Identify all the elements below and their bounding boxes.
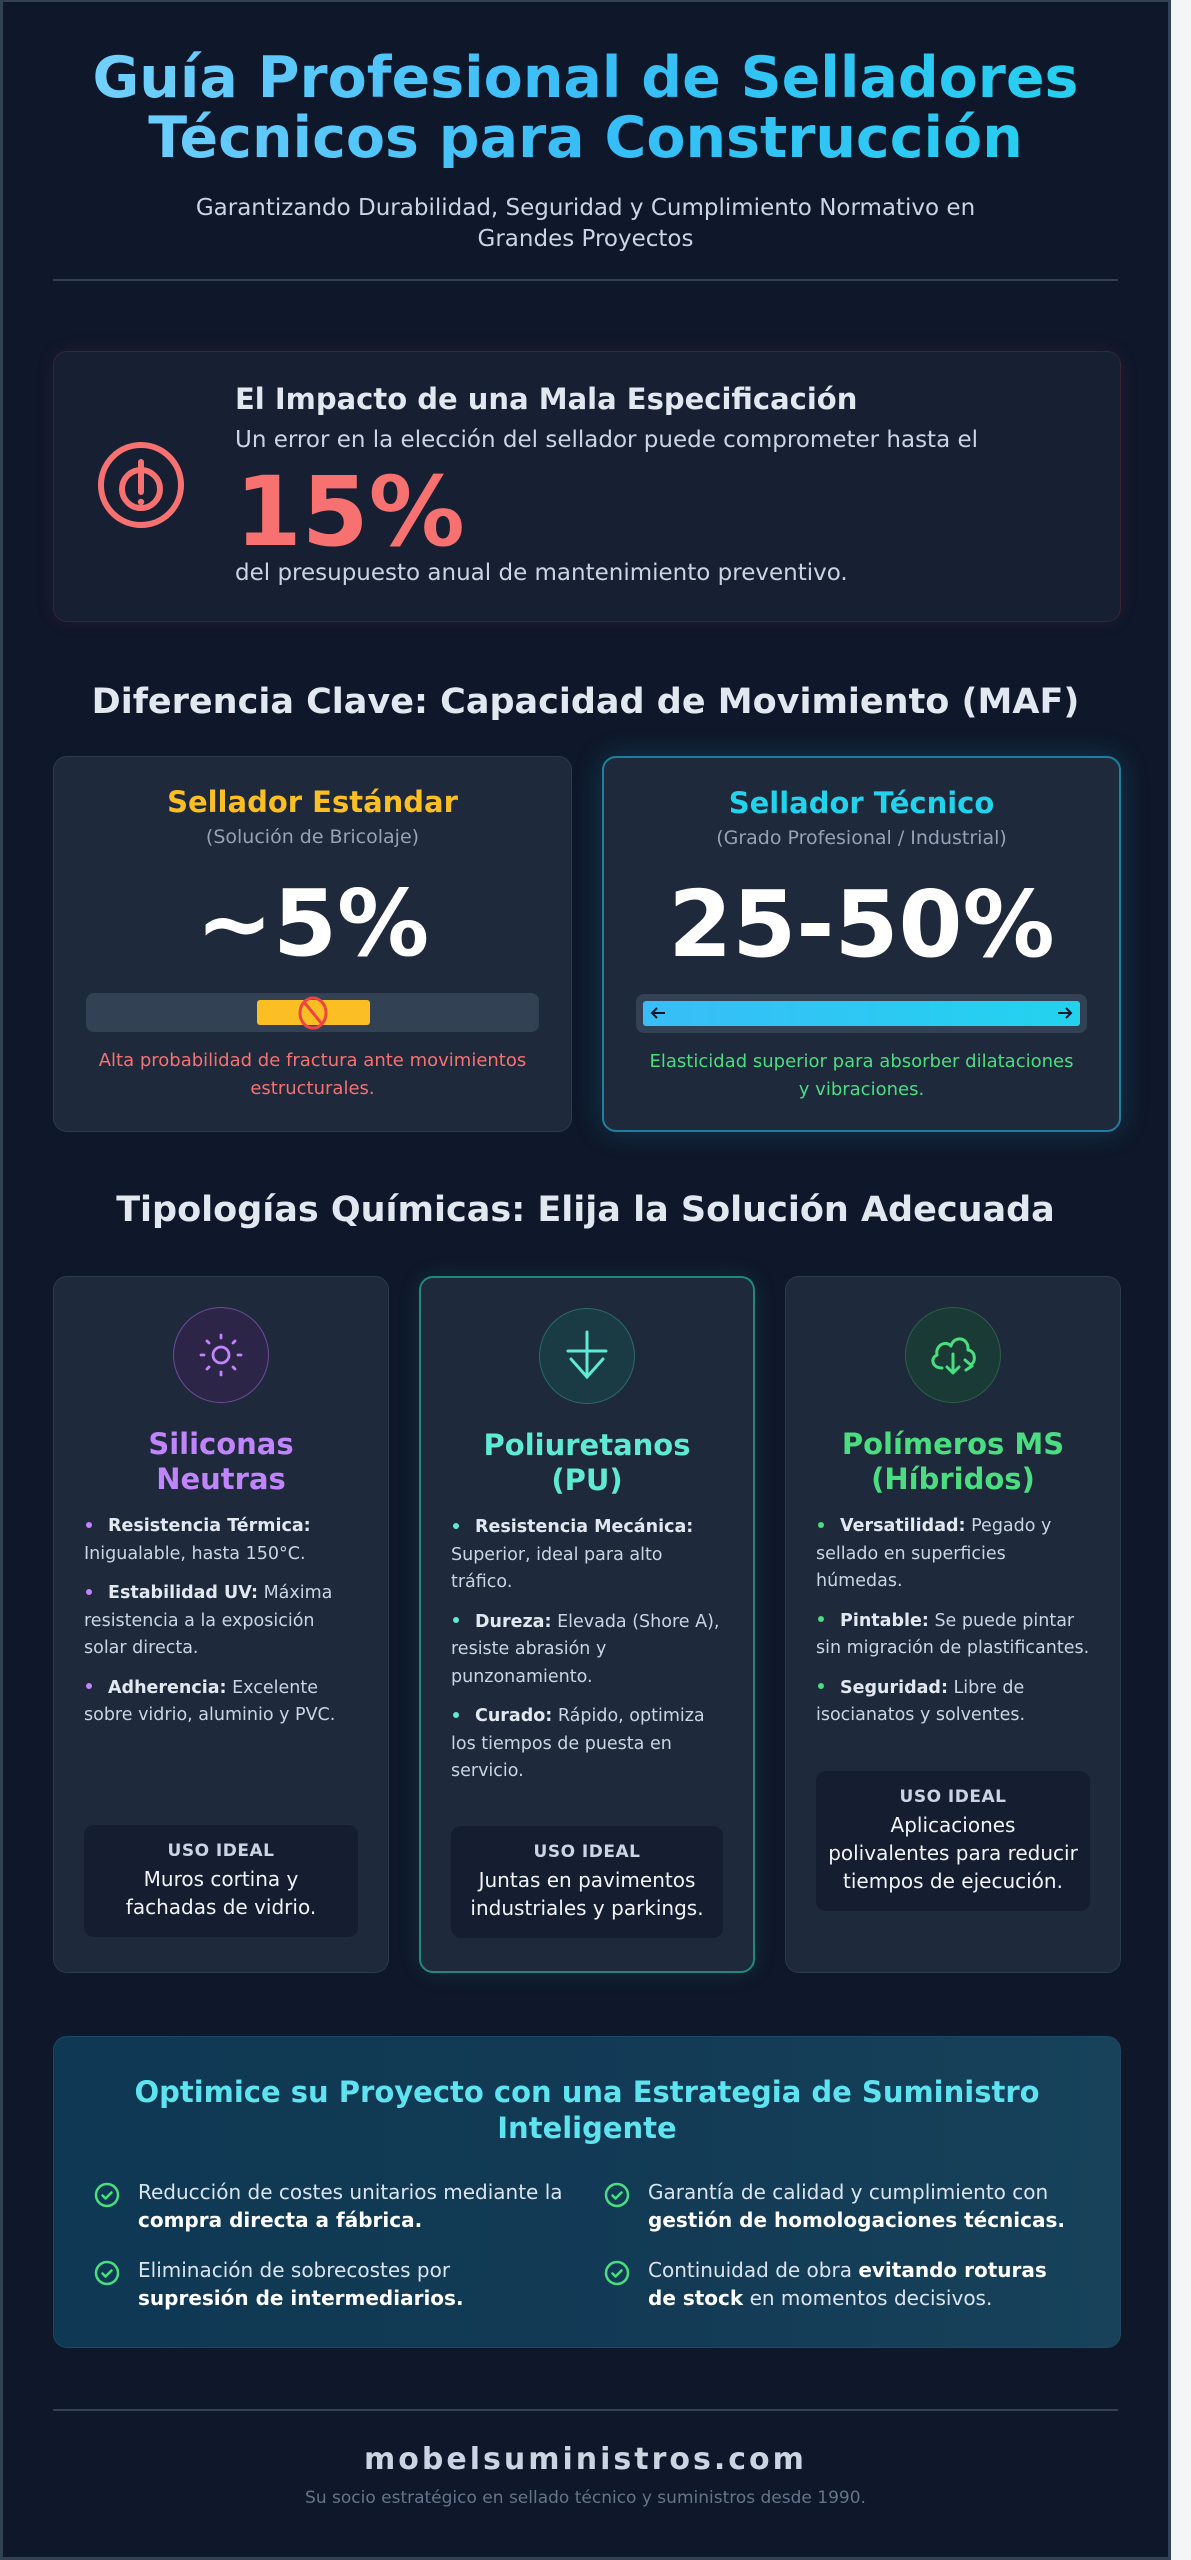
impact-percentage: 15%	[235, 456, 465, 568]
page-title	[3, 45, 1168, 171]
impact-text-after: del presupuesto anual de mantenimiento preventivo.	[235, 560, 848, 586]
page-subtitle	[173, 193, 998, 255]
benefit-text: Reducción de costes unitarios mediante la	[138, 2180, 563, 2204]
supply-strategy-banner	[53, 2036, 1121, 2348]
maf-card-value: 25-50%	[668, 871, 1055, 978]
feature-label: Versatilidad:	[840, 1516, 966, 1536]
feature-item	[451, 1703, 727, 1786]
ideal-use-box	[84, 1825, 358, 1937]
cta-title	[94, 2074, 1080, 2146]
header-divider	[53, 279, 1118, 281]
bullet-dot-icon	[453, 1712, 459, 1718]
benefit-item	[604, 2178, 1074, 2234]
check-circle-icon	[94, 2182, 120, 2208]
bullet-dot-icon	[86, 1522, 92, 1528]
cta-title-line-1: Optimice su Proyecto con una Estrategia de Suministro	[134, 2075, 1040, 2109]
feature-label: Dureza:	[475, 1611, 552, 1632]
chem-icon-wrap	[539, 1308, 635, 1404]
benefit-item	[94, 2256, 564, 2312]
check-circle-icon	[94, 2260, 120, 2286]
footer-divider	[53, 2409, 1118, 2411]
chem-icon-wrap	[173, 1307, 269, 1403]
feature-text: Inigualable, hasta 150°C.	[84, 1543, 306, 1564]
feature-item	[816, 1675, 1094, 1730]
benefit-text: Continuidad de obra	[648, 2258, 859, 2282]
bullet-dot-icon	[86, 1683, 92, 1689]
feature-text: Elevada (Shore A), resiste abrasión y punzonamiento.	[451, 1611, 720, 1687]
ideal-use-box	[451, 1826, 723, 1938]
feature-text: Superior, ideal para alto tráfico.	[451, 1544, 663, 1592]
chem-card-silicones	[53, 1276, 389, 1973]
benefit-text-after: en momentos decisivos.	[743, 2286, 993, 2310]
feature-label: Pintable:	[840, 1610, 929, 1631]
chem-card-title	[431, 1428, 743, 1498]
benefit-text: Garantía de calidad y cumplimiento con	[648, 2180, 1049, 2204]
chem-title-line-2: Neutras	[156, 1462, 286, 1496]
bullet-dot-icon	[818, 1683, 824, 1689]
maf-card-note: Alta probabilidad de fractura ante movimientos estructurales.	[98, 1050, 527, 1099]
feature-text: Máxima resistencia a la exposición solar directa.	[84, 1583, 333, 1658]
maf-card-standard	[53, 756, 572, 1132]
feature-label: Curado:	[475, 1706, 553, 1726]
bullet-dot-icon	[453, 1523, 459, 1529]
benefit-bold-text: evitando roturas de stock	[648, 2258, 1047, 2310]
feature-label: Resistencia Mecánica:	[475, 1517, 694, 1537]
movement-bar	[636, 994, 1087, 1033]
maf-section-title: Diferencia Clave: Capacidad de Movimiento (MAF)	[91, 682, 1080, 722]
feature-text: Rápido, optimiza los tiempos de puesta en servicio.	[451, 1706, 705, 1781]
ideal-use-text: Aplicaciones polivalentes para reducir tiempos de ejecución.	[828, 1813, 1078, 1893]
chem-icon-wrap	[905, 1307, 1001, 1403]
subtitle-line-2: Grandes Proyectos	[477, 226, 694, 252]
chem-title-line-2: (Híbridos)	[871, 1462, 1035, 1496]
feature-text: Pegado y sellado en superficies húmedas.	[816, 1516, 1052, 1591]
feature-item	[84, 1675, 362, 1730]
sun-icon	[198, 1332, 244, 1378]
maf-card-note: Elasticidad superior para absorber dilataciones y vibraciones.	[649, 1051, 1074, 1100]
benefit-text: Eliminación de sobrecostes por	[138, 2258, 451, 2282]
feature-label: Resistencia Térmica:	[108, 1516, 311, 1536]
feature-list	[84, 1513, 362, 1742]
impact-text-before: Un error en la elección del sellador puede comprometer hasta el	[235, 427, 979, 453]
ideal-use-label: USO IDEAL	[899, 1787, 1007, 1807]
cta-title-line-2: Inteligente	[497, 2111, 677, 2145]
chem-title-line-1: Siliconas	[148, 1427, 294, 1461]
chem-card-polyurethanes	[419, 1276, 755, 1973]
movement-bar-fill	[643, 1001, 1080, 1026]
anchor-down-icon	[562, 1329, 612, 1383]
feature-item	[816, 1608, 1094, 1663]
prohibited-icon	[296, 995, 330, 1031]
impact-heading: El Impacto de una Mala Especificación	[235, 382, 858, 416]
benefit-bold-text: supresión de intermediarios.	[138, 2286, 464, 2310]
ideal-use-box	[816, 1771, 1090, 1911]
benefit-item	[94, 2178, 564, 2234]
chem-card-title	[796, 1427, 1110, 1497]
warning-circle-icon	[96, 440, 186, 530]
maf-card-value: ~5%	[195, 870, 430, 977]
feature-label: Adherencia:	[108, 1677, 227, 1698]
feature-item	[84, 1580, 362, 1663]
feature-text: Se puede pintar sin migración de plastificantes.	[816, 1610, 1090, 1658]
chem-card-title	[64, 1427, 378, 1497]
maf-card-title: Sellador Técnico	[728, 786, 995, 820]
footer-tagline: Su socio estratégico en sellado técnico y suministros desde 1990.	[305, 2488, 866, 2508]
feature-label: Seguridad:	[840, 1677, 948, 1698]
arrow-left-icon	[649, 1006, 667, 1020]
ideal-use-text: Juntas en pavimentos industriales y parkings.	[470, 1868, 704, 1920]
feature-item	[451, 1609, 727, 1692]
bullet-dot-icon	[453, 1617, 459, 1623]
chem-title-line-1: Poliuretanos	[483, 1428, 691, 1462]
ideal-use-label: USO IDEAL	[167, 1841, 275, 1861]
title-line-1: Guía Profesional de Selladores	[92, 45, 1079, 111]
impact-card	[53, 351, 1121, 622]
title-line-2: Técnicos para Construcción	[148, 105, 1023, 171]
bullet-dot-icon	[818, 1616, 824, 1622]
footer-brand-link[interactable]: mobelsuministros.com	[364, 2442, 807, 2477]
feature-list	[451, 1514, 727, 1798]
movement-bar	[86, 993, 539, 1032]
cloud-download-icon	[926, 1330, 980, 1380]
benefit-bold-text: compra directa a fábrica.	[138, 2208, 423, 2232]
feature-item	[84, 1513, 362, 1568]
feature-label: Estabilidad UV:	[108, 1583, 258, 1603]
bullet-dot-icon	[818, 1522, 824, 1528]
ideal-use-text: Muros cortina y fachadas de vidrio.	[125, 1867, 317, 1919]
subtitle-line-1: Garantizando Durabilidad, Seguridad y Cumplimiento Normativo en	[195, 195, 976, 221]
feature-text: Excelente sobre vidrio, aluminio y PVC.	[84, 1677, 336, 1725]
maf-card-technical	[602, 756, 1121, 1132]
bullet-dot-icon	[86, 1589, 92, 1595]
feature-item	[816, 1513, 1094, 1596]
maf-card-subtitle: (Solución de Bricolaje)	[205, 826, 420, 848]
feature-text: Libre de isocianatos y solventes.	[816, 1677, 1026, 1725]
feature-item	[451, 1514, 727, 1597]
benefit-item	[604, 2256, 1074, 2312]
maf-card-title: Sellador Estándar	[167, 785, 458, 819]
benefit-bold-text: gestión de homologaciones técnicas.	[648, 2208, 1066, 2232]
check-circle-icon	[604, 2182, 630, 2208]
chem-title-line-1: Polímeros MS	[841, 1427, 1065, 1461]
chem-title-line-2: (PU)	[551, 1463, 623, 1497]
chem-card-ms-polymers	[785, 1276, 1121, 1973]
check-circle-icon	[604, 2260, 630, 2286]
chemistry-section-title: Tipologías Químicas: Elija la Solución Adecuada	[116, 1190, 1055, 1230]
feature-list	[816, 1513, 1094, 1742]
ideal-use-label: USO IDEAL	[533, 1842, 641, 1862]
arrow-right-icon	[1056, 1006, 1074, 1020]
maf-card-subtitle: (Grado Profesional / Industrial)	[716, 827, 1007, 849]
